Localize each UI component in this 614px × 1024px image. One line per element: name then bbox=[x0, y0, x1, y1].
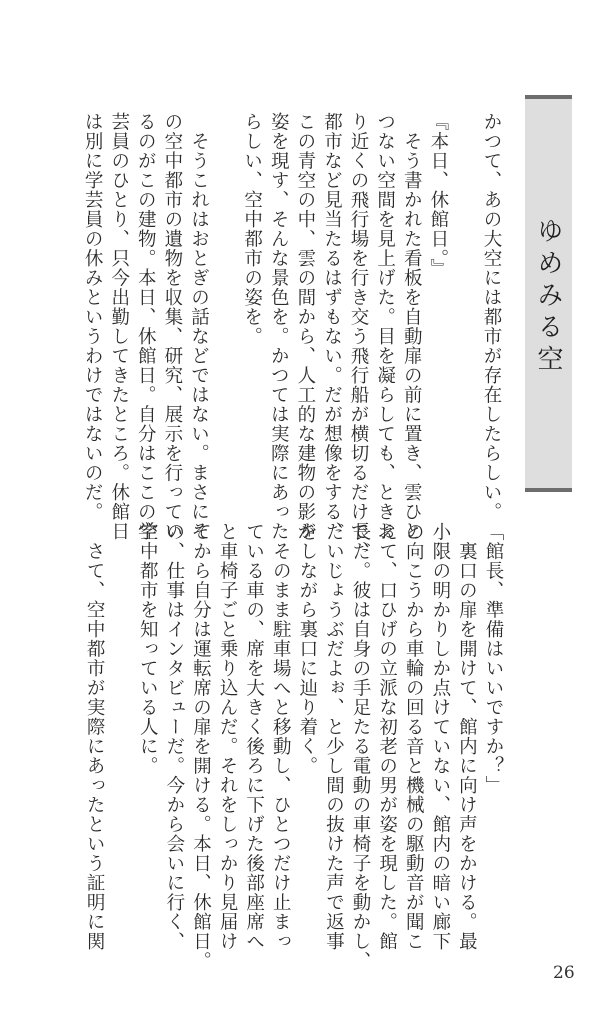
text-column: 都市など見当たるはずもない。だが想像をする、 bbox=[321, 112, 343, 541]
text-column: えて、口ひげの立派な初老の男が姿を現した。館 bbox=[376, 522, 398, 951]
text-column: 空中都市を知っている人に。 bbox=[137, 522, 159, 776]
chapter-title-box bbox=[525, 95, 572, 492]
text-column: さて、空中都市が実際にあったという証明に関 bbox=[84, 522, 106, 951]
text-column: 「館長、準備はいいですか？」 bbox=[483, 522, 504, 795]
text-column: そう書かれた看板を自動扉の前に置き、雲ひと bbox=[401, 112, 423, 541]
text-column: 長だ。彼は自身の手足たる電動の車椅子を動かし、 bbox=[350, 522, 372, 971]
text-column bbox=[107, 522, 134, 992]
text-column: は別に学芸員の休みというわけではないのだ。 bbox=[82, 112, 104, 522]
text-column: かつて、あの大空には都市が存在したらしい。 bbox=[481, 112, 502, 522]
text-column: つない空間を見上げた。目を凝らしても、ときお bbox=[374, 112, 396, 541]
text-column bbox=[211, 112, 238, 492]
text-column: るのがこの建物。本日、休館日。自分はここの学 bbox=[135, 112, 157, 541]
text-column: ている車の、席を大きく後ろに下げた後部座席へ bbox=[243, 522, 265, 951]
page-number: 26 bbox=[553, 963, 575, 983]
text-column bbox=[451, 112, 478, 492]
text-column: 『本日、休館日。』 bbox=[427, 112, 449, 279]
text-column: の空中都市の遺物を収集、研究、展示を行ってい bbox=[161, 112, 183, 541]
text-column: の、仕事はインタビューだ。今から会いに行く、 bbox=[163, 522, 185, 951]
text-column: と車椅子ごと乗り込んだ。それをしっかり見届け bbox=[217, 522, 239, 951]
text-column: そのまま駐車場へと移動し、ひとつだけ止まっ bbox=[270, 522, 292, 951]
text-column: 芸員のひとり、只今出勤してきたところ。休館日 bbox=[108, 112, 130, 541]
text-column: てから自分は運転席の扉を開ける。本日、休館日。 bbox=[190, 522, 212, 971]
text-column: 裏口の扉を開けて、館内に向け声をかける。最 bbox=[456, 522, 478, 951]
text-column: り近くの飛行場を行き交う飛行船が横切るだけで、 bbox=[348, 112, 370, 561]
text-column: そうこれはおとぎの話などではない。まさにそ bbox=[188, 112, 210, 541]
text-column: 姿を現す、そんな景色を。かつては実際にあった bbox=[268, 112, 290, 541]
lower-text-block bbox=[81, 522, 507, 992]
text-column: の向こうから車輪の回る音と機械の駆動音が聞こ bbox=[403, 522, 425, 951]
text-column: 小限の明かりしか点けていない、館内の暗い廊下 bbox=[429, 522, 451, 951]
upper-text-block bbox=[79, 112, 505, 561]
text-column: らしい、空中都市の姿を。 bbox=[241, 112, 263, 346]
text-column: だいじょうぶだよぉ、と少し間の抜けた声で返事 bbox=[323, 522, 345, 951]
chapter-title: ゆめみる空 bbox=[533, 217, 563, 377]
text-column: をしながら裏口に辿り着く。 bbox=[296, 522, 318, 776]
text-column: この青空の中、雲の間から、人工的な建物の影が bbox=[294, 112, 316, 541]
